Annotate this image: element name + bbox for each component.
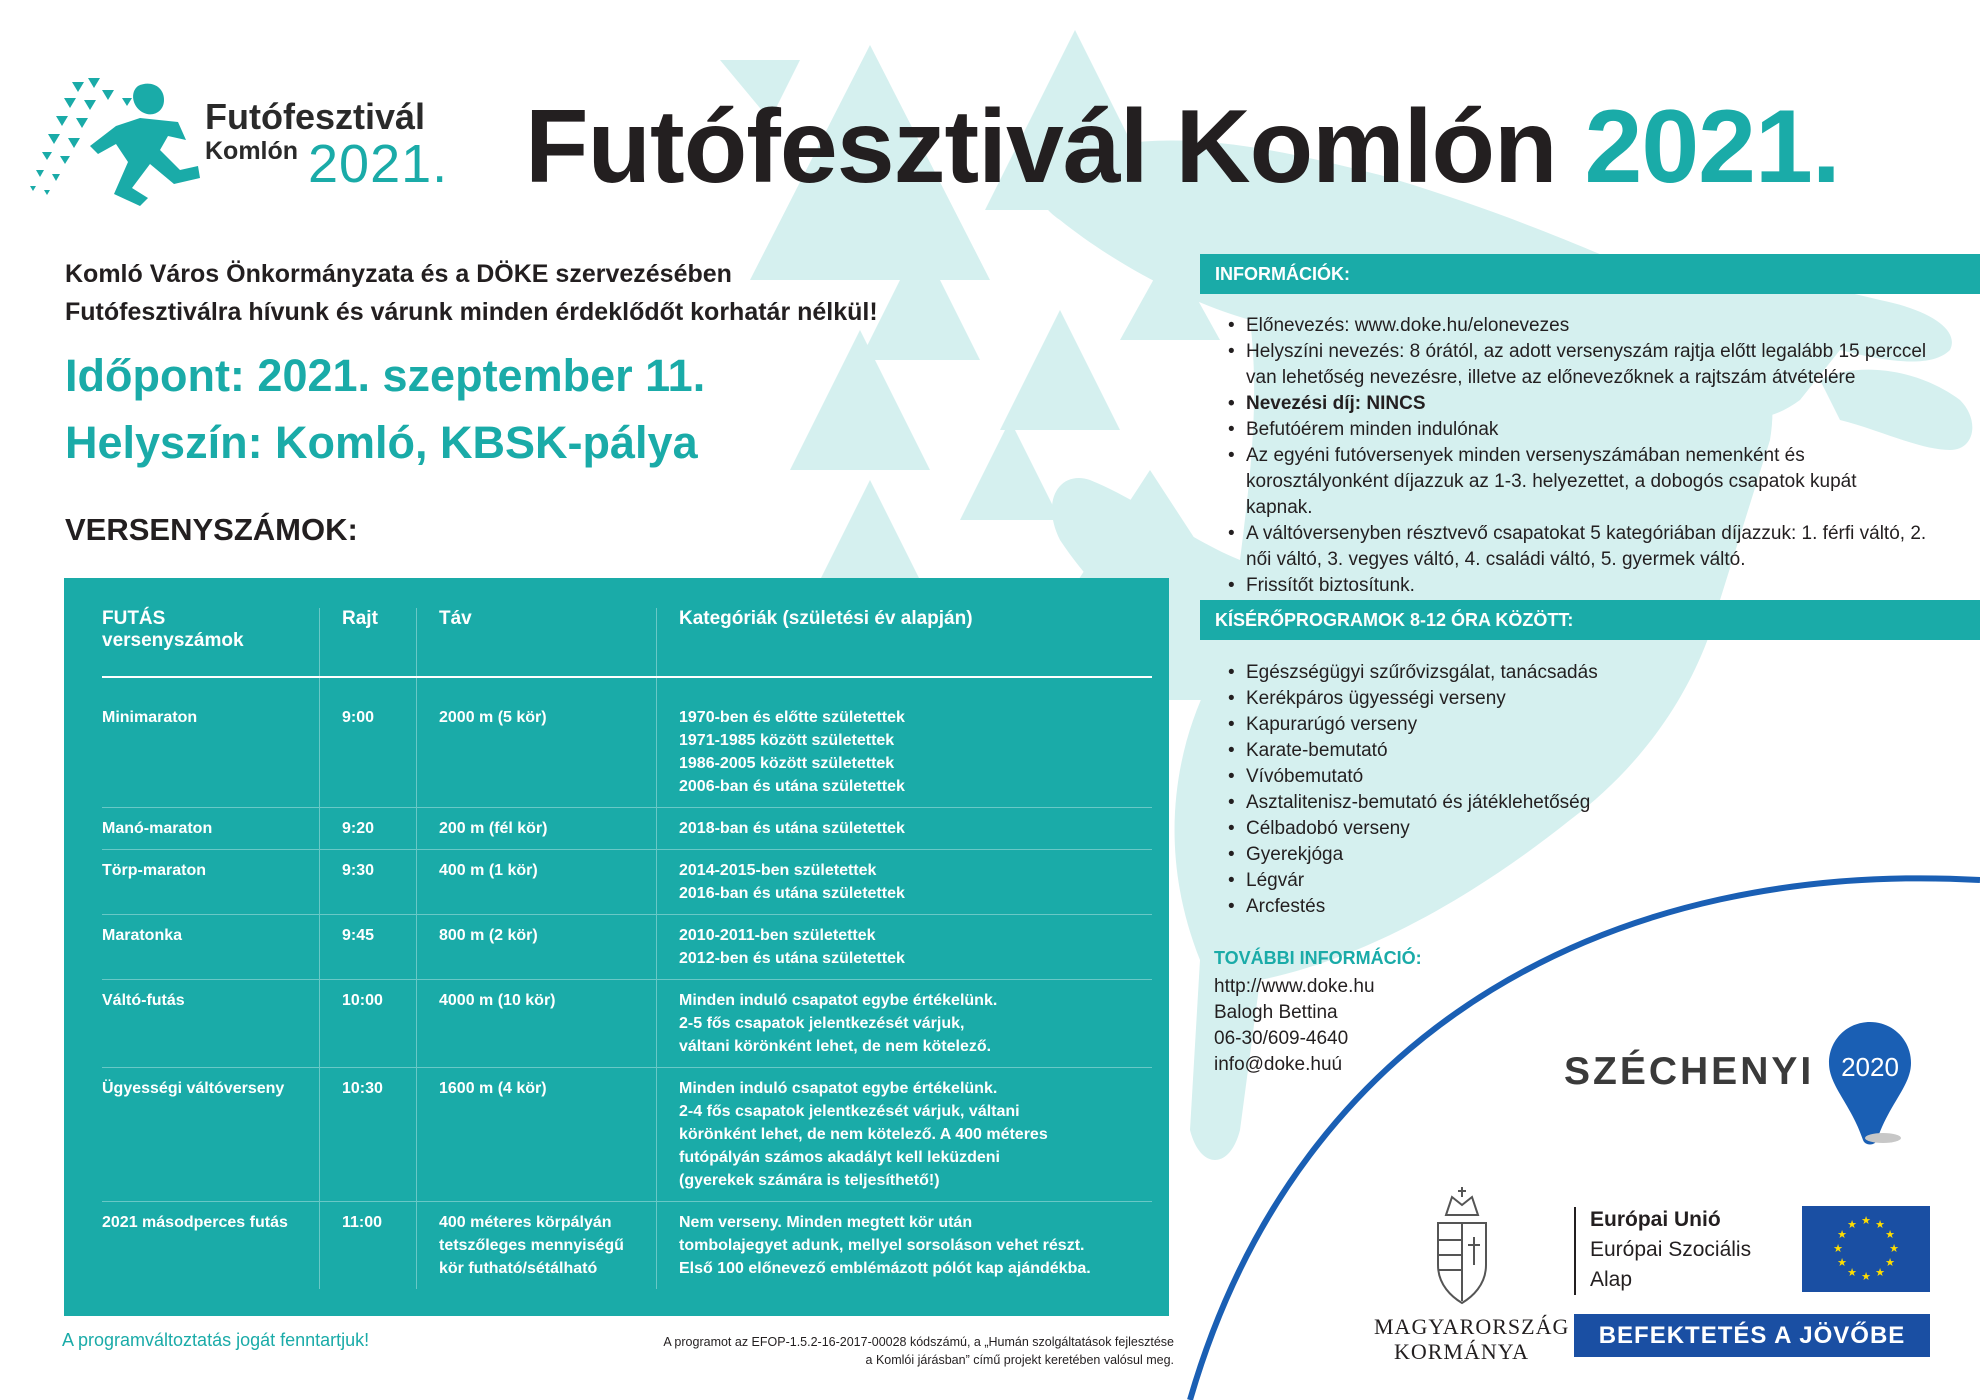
- race-distance: 400 m (1 kör): [417, 850, 657, 915]
- svg-text:★: ★: [1847, 1218, 1857, 1231]
- contact-phone: 06-30/609-4640: [1214, 1028, 1349, 1049]
- race-name: Törp-maraton: [102, 850, 320, 915]
- race-categories: 2018-ban és utána születettek: [657, 808, 1153, 850]
- race-name: 2021 másodperces futás: [102, 1214, 288, 1231]
- table-row: [102, 677, 1152, 808]
- info-list: [1228, 313, 1928, 599]
- list-item: • Vívóbemutató: [1228, 764, 1928, 790]
- race-categories: 2010-2011-ben születettek 2012-ben és utána születettek: [657, 915, 1153, 980]
- header-distance: Táv: [417, 608, 657, 677]
- race-distance: 200 m (fél kör): [417, 808, 657, 850]
- svg-text:★: ★: [1885, 1228, 1895, 1241]
- race-distance: 2000 m (5 kör): [417, 677, 657, 808]
- contact-name: Balogh Bettina: [1214, 1002, 1338, 1023]
- race-start: 11:00: [320, 1202, 417, 1290]
- svg-text:★: ★: [1875, 1266, 1885, 1279]
- eu-flag-icon: [1802, 1206, 1930, 1292]
- svg-text:★: ★: [1847, 1266, 1857, 1279]
- title-year: 2021.: [1584, 89, 1840, 205]
- race-start: 9:00: [320, 677, 417, 808]
- more-info-heading: TOVÁBBI INFORMÁCIÓ:: [1214, 948, 1422, 968]
- project-footnote: A programot az EFOP-1.5.2-16-2017-00028 kódszámú, a „Humán szolgáltatások fejlesztése a Komlói járásban” című projekt keretében valósul meg.: [663, 1335, 1174, 1367]
- table-row: [102, 1068, 1152, 1202]
- list-item: • A váltóversenyben résztvevő csapatokat 5 kategóriában díjazzuk: 1. férfi váltó, 2. női váltó, 3. vegyes váltó, 4. családi váltó, 5. gyermek váltó.: [1228, 521, 1928, 573]
- race-name: Minimaraton: [102, 677, 320, 808]
- list-item: • Légvár: [1228, 868, 1928, 894]
- race-start: 10:00: [320, 980, 417, 1068]
- list-item: • Kapurarúgó verseny: [1228, 712, 1928, 738]
- table-row: [102, 850, 1152, 915]
- table-row: [102, 1202, 1152, 1290]
- szechenyi-year: 2020: [1841, 1052, 1899, 1082]
- race-start: 9:45: [320, 915, 417, 980]
- race-start: 10:30: [320, 1068, 417, 1202]
- race-name: Manó-maraton: [102, 808, 320, 850]
- svg-text:★: ★: [1837, 1256, 1847, 1269]
- logo-year: 2021.: [308, 134, 449, 194]
- contact-block: [1214, 974, 1375, 1078]
- race-name: Váltó-futás: [102, 980, 320, 1068]
- race-name: Maratonka: [102, 915, 320, 980]
- eu-divider: [1574, 1207, 1576, 1295]
- race-start: 9:20: [320, 808, 417, 850]
- logo-title: Futófesztivál: [205, 96, 426, 137]
- table-row: [102, 915, 1152, 980]
- logo-subtitle: Komlón: [205, 137, 299, 165]
- list-item: • Egészségügyi szűrővizsgálat, tanácsadás: [1228, 660, 1928, 686]
- svg-text:★: ★: [1833, 1242, 1843, 1255]
- intro-text: Komló Város Önkormányzata és a DÖKE szervezésében Futófesztiválra hívunk és várunk minden érdeklődőt korhatár nélkül!: [65, 260, 878, 326]
- list-item: • Karate-bemutató: [1228, 738, 1928, 764]
- race-categories: Nem verseny. Minden megtett kör után tombolajegyet adunk, mellyel sorsoláson vehet részt. Első 100 előnevező emblémázott pólót kap ajándékba.: [657, 1202, 1153, 1290]
- list-item: • Asztalitenisz-bemutató és játéklehetőség: [1228, 790, 1928, 816]
- list-item: • Befutóérem minden indulónak: [1228, 417, 1928, 443]
- list-item: • Nevezési díj: NINCS: [1228, 391, 1928, 417]
- race-categories: 2014-2015-ben születettek 2016-ban és utána születettek: [657, 850, 1153, 915]
- header-name: FUTÁS versenyszámok: [102, 608, 320, 677]
- table-row: [102, 980, 1152, 1068]
- svg-text:★: ★: [1885, 1256, 1895, 1269]
- race-start: 9:30: [320, 850, 417, 915]
- events-table: [64, 578, 1169, 1316]
- list-item: • Előnevezés: www.doke.hu/elonevezes: [1228, 313, 1928, 339]
- event-venue: Helyszín: Komló, KBSK-pálya: [65, 417, 698, 468]
- page-title: [525, 88, 1840, 207]
- table-header-row: [102, 608, 1152, 677]
- info-heading: INFORMÁCIÓK:: [1200, 254, 1980, 294]
- title-main: Futófesztivál Komlón: [525, 89, 1557, 205]
- race-name: Ügyességi váltóverseny: [102, 1068, 320, 1202]
- svg-text:★: ★: [1861, 1270, 1871, 1283]
- race-distance: 1600 m (4 kör): [417, 1068, 657, 1202]
- hungarian-coat-of-arms-icon: [1432, 1185, 1492, 1310]
- side-programs-list: [1228, 660, 1928, 920]
- race-distance: 4000 m (10 kör): [417, 980, 657, 1068]
- race-categories: Minden induló csapatot egybe értékelünk. 2-4 fős csapatok jelentkezését várjuk, váltani körönként lehet, de nem kötelező. A 400 méteres futópályán számos akadályt kell leküzdeni (gyerekek számára is teljesíthető!): [657, 1068, 1153, 1202]
- list-item: • Gyerekjóga: [1228, 842, 1928, 868]
- events-heading: VERSENYSZÁMOK:: [65, 512, 358, 547]
- program-change-note: A programváltoztatás jogát fenntartjuk!: [62, 1330, 370, 1350]
- invest-banner: BEFEKTETÉS A JÖVŐBE: [1574, 1314, 1930, 1357]
- race-distance: 400 méteres körpályán tetszőleges mennyiségű kör futható/sétálható: [417, 1202, 657, 1290]
- svg-text:★: ★: [1837, 1228, 1847, 1241]
- list-item: • Célbadobó verseny: [1228, 816, 1928, 842]
- table-row: [102, 808, 1152, 850]
- szechenyi-logo-text: SZÉCHENYI: [1564, 1050, 1815, 1093]
- list-item: • Kerékpáros ügyességi verseny: [1228, 686, 1928, 712]
- website-link[interactable]: http://www.doke.hu: [1214, 976, 1375, 997]
- government-line2: KORMÁNYA: [1393, 1339, 1530, 1364]
- header-start: Rajt: [320, 608, 417, 677]
- svg-text:★: ★: [1889, 1242, 1899, 1255]
- list-item: • Frissítőt biztosítunk.: [1228, 573, 1928, 599]
- government-line1: MAGYARORSZÁG: [1374, 1314, 1570, 1339]
- list-item: • Helyszíni nevezés: 8 órától, az adott versenyszám rajtja előtt legalább 15 perccel van lehetőség nevezésre, illetve az előnevezőknek a rajtszám átvételére: [1228, 339, 1928, 391]
- list-item: • Az egyéni futóversenyek minden versenyszámában nemenként és korosztályonként díjazzuk az 1-3. helyezettet, a dobogós csapatok kupát kapnak.: [1228, 443, 1928, 521]
- eu-fund-line1: Európai Szociális: [1590, 1238, 1752, 1261]
- race-categories: 1970-ben és előtte születettek 1971-1985 között születettek 1986-2005 között születettek 2006-ban és utána születettek: [657, 677, 1153, 808]
- contact-email[interactable]: info@doke.huú: [1214, 1054, 1343, 1075]
- eu-title: Európai Unió: [1590, 1208, 1721, 1231]
- map-pin-icon: [1827, 1020, 1913, 1148]
- svg-text:★: ★: [1875, 1218, 1885, 1231]
- event-date: Időpont: 2021. szeptember 11.: [65, 350, 706, 401]
- list-item: • Arcfestés: [1228, 894, 1928, 920]
- side-programs-heading: KÍSÉRŐPROGRAMOK 8-12 ÓRA KÖZÖTT:: [1200, 600, 1980, 640]
- race-categories: Minden induló csapatot egybe értékelünk. 2-5 fős csapatok jelentkezését várjuk, váltani körönként lehet, de nem kötelező.: [657, 980, 1153, 1068]
- svg-text:★: ★: [1861, 1214, 1871, 1227]
- race-distance: 800 m (2 kör): [417, 915, 657, 980]
- eu-fund-line2: Alap: [1590, 1268, 1633, 1291]
- header-categories: Kategóriák (születési év alapján): [657, 608, 1153, 677]
